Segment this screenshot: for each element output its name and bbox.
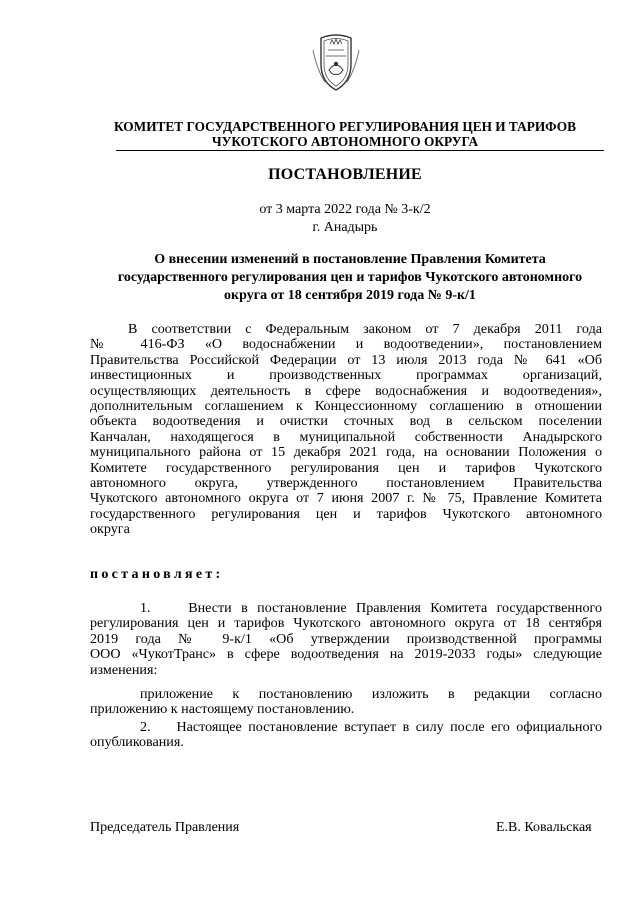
- item-line: приложение к постановлению изложить в редакции согласно: [140, 686, 602, 702]
- organization-name-line2: ЧУКОТСКОГО АВТОНОМНОГО ОКРУГА: [211, 134, 479, 149]
- item-line: ООО «ЧукотТранс» в сфере водоотведения на 2019-2033 годы» следующие: [90, 646, 602, 663]
- preamble-line: инвестиционных и производственных программах организаций,: [90, 367, 602, 384]
- item-line: изменения:: [90, 661, 158, 678]
- preamble-line: муниципального района от 15 декабря 2021 года, на основании Положения о: [90, 444, 602, 461]
- resolves-heading: постановляет:: [90, 567, 224, 582]
- signatory-position: Председатель Правления: [90, 820, 240, 835]
- preamble-line: В соответствии с Федеральным законом от 7 декабря 2011 года: [128, 321, 602, 337]
- organization-name-line1: КОМИТЕТ ГОСУДАРСТВЕННОГО РЕГУЛИРОВАНИЯ ЦЕН И ТАРИФОВ: [114, 119, 576, 134]
- signatory-name: Е.В. Ковальская: [496, 820, 592, 835]
- preamble-line: Комитете государственного регулирования цен и тарифов Чукотского: [90, 459, 602, 476]
- preamble-line: государственного регулирования цен и тарифов Чукотского автономного: [90, 505, 602, 522]
- preamble-paragraph: [90, 322, 602, 538]
- coat-of-arms-icon: [311, 30, 361, 94]
- preamble-line: дополнительным соглашением к Концессионному соглашению в отношении: [90, 398, 602, 415]
- subject-line: О внесении изменений в постановление Правления Комитета: [154, 252, 546, 267]
- preamble-line: округа: [90, 521, 130, 538]
- preamble-line: Чукотского автономного округа от 7 июня 2007 г. № 75, Правление Комитета: [90, 490, 602, 507]
- preamble-line: Канчалан, находящегося в муниципальной собственности Анадырского: [90, 428, 602, 445]
- header-divider: [116, 150, 604, 151]
- resolution-item-1: [90, 601, 602, 678]
- preamble-line: осуществляющих деятельность в сфере водоснабжения и водоотведения»,: [90, 382, 602, 399]
- document-subject: [100, 251, 600, 305]
- resolution-item-1-change: [90, 687, 602, 718]
- document-type: ПОСТАНОВЛЕНИЕ: [268, 166, 422, 183]
- subject-line: государственного регулирования цен и тарифов Чукотского автономного: [117, 270, 583, 285]
- item-line: 1. Внести в постановление Правления Комитета государственного: [140, 600, 602, 616]
- preamble-line: Правительства Российской Федерации от 13 июля 2013 года № 641 «Об: [90, 351, 602, 368]
- item-line: регулирования цен и тарифов Чукотского автономного округа от 18 сентября: [90, 615, 602, 632]
- resolution-item-2: [90, 720, 602, 751]
- item-line: опубликования.: [90, 734, 184, 751]
- item-line: 2019 года № 9-к/1 «Об утверждении производственной программы: [90, 630, 602, 647]
- subject-line: округа от 18 сентября 2019 года № 9-к/1: [224, 288, 476, 303]
- preamble-line: автономного округа, утвержденного постановлением Правительства: [90, 475, 602, 492]
- document-place: г. Анадырь: [312, 220, 378, 235]
- item-line: 2. Настоящее постановление вступает в силу после его официального: [140, 719, 602, 735]
- document-date-number: от 3 марта 2022 года № 3-к/2: [259, 202, 431, 217]
- preamble-line: объекта водоотведения и очистки сточных вод в сельском поселении: [90, 413, 602, 430]
- item-line: приложению к настоящему постановлению.: [90, 701, 355, 718]
- preamble-line: № 416-ФЗ «О водоснабжении и водоотведении», постановлением: [90, 336, 602, 353]
